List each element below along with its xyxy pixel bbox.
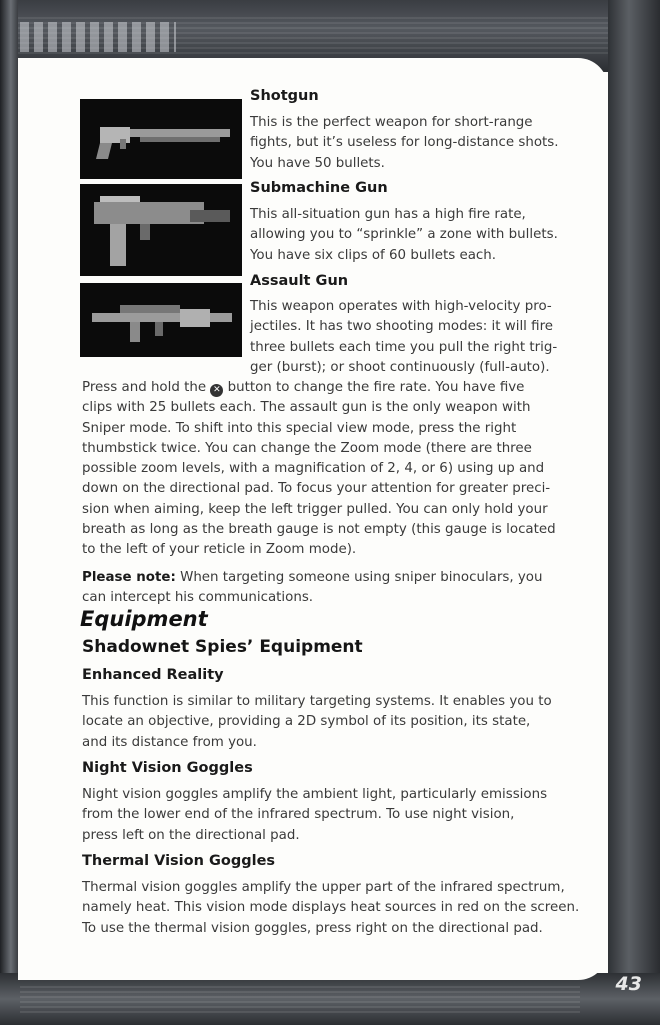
text-line: jectiles. It has two shooting modes: it will fire xyxy=(250,319,554,335)
text-line: locate an objective, providing a 2D symbol of its position, its state, xyxy=(82,714,531,730)
assault-gun-description xyxy=(250,297,600,378)
assault-gun-heading: Assault Gun xyxy=(250,273,349,289)
text-line: When targeting someone using sniper binoculars, you xyxy=(180,570,543,585)
text-line: thumbstick twice. You can change the Zoom mode (there are three xyxy=(82,440,532,456)
enhanced-reality-heading: Enhanced Reality xyxy=(82,667,224,683)
text-line: Press and hold the xyxy=(82,380,207,395)
text-line: You have six clips of 60 bullets each. xyxy=(250,247,497,263)
shadownet-equipment-heading: Shadownet Spies’ Equipment xyxy=(82,637,363,657)
submachine-gun-image xyxy=(80,184,242,276)
equipment-heading: Equipment xyxy=(80,607,208,631)
night-vision-description xyxy=(82,785,592,846)
thermal-vision-description xyxy=(82,878,592,939)
text-line: three bullets each time you pull the right trig- xyxy=(250,339,558,355)
text-line: and its distance from you. xyxy=(82,734,257,750)
text-line: fights, but it’s useless for long-distance shots. xyxy=(250,135,559,151)
text-line: can intercept his communications. xyxy=(82,590,314,606)
x-button-icon: ✕ xyxy=(210,384,223,397)
shotgun-heading: Shotgun xyxy=(250,88,319,104)
text-line: This all-situation gun has a high fire rate, xyxy=(250,207,526,222)
thermal-vision-heading: Thermal Vision Goggles xyxy=(82,853,276,869)
text-line: ger (burst); or shoot continuously (full-auto). xyxy=(250,359,550,375)
text-line: This function is similar to military targeting systems. It enables you to xyxy=(82,694,552,709)
assault-gun-image xyxy=(80,283,242,357)
text-line: press left on the directional pad. xyxy=(82,827,300,843)
text-line: sion when aiming, keep the left trigger pulled. You can only hold your xyxy=(82,501,548,517)
shotgun-image xyxy=(80,99,242,179)
night-vision-heading: Night Vision Goggles xyxy=(82,760,253,776)
text-line: button to change the fire rate. You have five xyxy=(227,380,525,395)
right-frame-bar xyxy=(608,0,660,1025)
enhanced-reality-description xyxy=(82,692,592,753)
text-line: to the left of your reticle in Zoom mode). xyxy=(82,542,357,558)
text-line: clips with 25 bullets each. The assault gun is the only weapon with xyxy=(82,400,531,416)
text-line: Night vision goggles amplify the ambient light, particularly emissions xyxy=(82,787,548,802)
submachine-gun-heading: Submachine Gun xyxy=(250,180,388,196)
text-line: breath as long as the breath gauge is not empty (this gauge is located xyxy=(82,522,556,538)
text-line: from the lower end of the infrared spectrum. To use night vision, xyxy=(82,807,515,823)
submachine-gun-description xyxy=(250,205,600,266)
note-label: Please note: xyxy=(82,570,176,585)
text-line: You have 50 bullets. xyxy=(250,155,385,171)
bottom-frame-bar xyxy=(0,973,660,1025)
text-line: allowing you to “sprinkle” a zone with bullets. xyxy=(250,227,558,243)
assault-gun-details xyxy=(82,378,592,561)
text-line: namely heat. This vision mode displays heat sources in red on the screen. xyxy=(82,900,580,916)
text-line: Thermal vision goggles amplify the upper part of the infrared spectrum, xyxy=(82,880,565,895)
bottom-frame-stripes xyxy=(20,985,580,1013)
please-note xyxy=(82,568,592,609)
text-line: This is the perfect weapon for short-range xyxy=(250,115,533,130)
left-frame-bar xyxy=(0,0,18,1025)
shotgun-description xyxy=(250,113,600,174)
page-number: 43 xyxy=(615,973,642,995)
header-logo-graphic xyxy=(6,22,176,52)
text-line: To use the thermal vision goggles, press right on the directional pad. xyxy=(82,920,543,936)
text-line: down on the directional pad. To focus your attention for greater preci- xyxy=(82,481,551,497)
text-line: possible zoom levels, with a magnification of 2, 4, or 6) using up and xyxy=(82,461,545,477)
text-line: Sniper mode. To shift into this special view mode, press the right xyxy=(82,420,517,436)
text-line: This weapon operates with high-velocity pro- xyxy=(250,299,552,314)
